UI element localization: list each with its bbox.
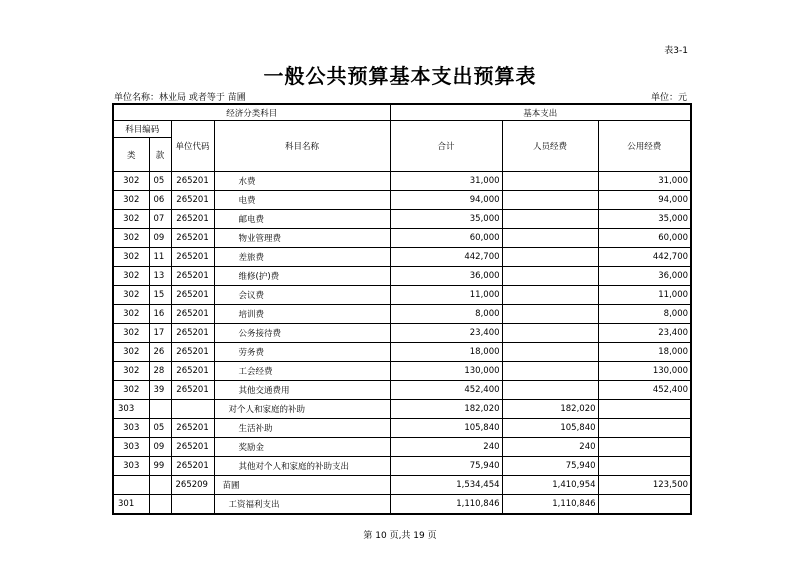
- unit-code-cell: 265201: [171, 362, 214, 381]
- personnel-cell: [502, 267, 598, 286]
- class-cell: 303: [113, 400, 149, 419]
- subject-name-cell: 维修(护)费: [214, 267, 390, 286]
- class-cell: 303: [113, 438, 149, 457]
- total-cell: 23,400: [390, 324, 502, 343]
- table-row: [113, 476, 691, 495]
- item-cell: 26: [149, 343, 171, 362]
- unit-code-cell: 265201: [171, 191, 214, 210]
- subject-name-cell: 物业管理费: [214, 229, 390, 248]
- unit-code-cell: [171, 495, 214, 515]
- public-cell: 35,000: [598, 210, 691, 229]
- class-cell: 302: [113, 381, 149, 400]
- subject-name-cell: 生活补助: [214, 419, 390, 438]
- total-cell: 1,110,846: [390, 495, 502, 515]
- item-cell: 05: [149, 419, 171, 438]
- public-cell: 60,000: [598, 229, 691, 248]
- public-cell: 130,000: [598, 362, 691, 381]
- subject-name-cell: 培训费: [214, 305, 390, 324]
- total-cell: 452,400: [390, 381, 502, 400]
- class-cell: 303: [113, 457, 149, 476]
- personnel-cell: [502, 229, 598, 248]
- item-cell: [149, 400, 171, 419]
- item-cell: 13: [149, 267, 171, 286]
- table-row: [113, 210, 691, 229]
- item-cell: 06: [149, 191, 171, 210]
- public-cell: 11,000: [598, 286, 691, 305]
- total-cell: 130,000: [390, 362, 502, 381]
- table-body: [113, 172, 691, 515]
- unit-code-cell: 265201: [171, 343, 214, 362]
- item-cell: 07: [149, 210, 171, 229]
- public-cell: [598, 457, 691, 476]
- personnel-header: 人员经费: [502, 121, 598, 172]
- personnel-cell: 1,410,954: [502, 476, 598, 495]
- public-cell: 18,000: [598, 343, 691, 362]
- total-cell: 8,000: [390, 305, 502, 324]
- class-cell: 302: [113, 305, 149, 324]
- class-cell: 301: [113, 495, 149, 515]
- public-cell: 23,400: [598, 324, 691, 343]
- table-row: [113, 305, 691, 324]
- subject-name-cell: 工会经费: [214, 362, 390, 381]
- total-cell: 36,000: [390, 267, 502, 286]
- subject-name-cell: 其他交通费用: [214, 381, 390, 400]
- personnel-cell: [502, 324, 598, 343]
- page-footer: 第 10 页,共 19 页: [363, 531, 437, 541]
- total-cell: 35,000: [390, 210, 502, 229]
- budget-table: [112, 103, 692, 515]
- unit-code-cell: 265201: [171, 267, 214, 286]
- item-cell: [149, 476, 171, 495]
- total-cell: 182,020: [390, 400, 502, 419]
- table-row: [113, 267, 691, 286]
- table-row: [113, 419, 691, 438]
- personnel-cell: [502, 381, 598, 400]
- item-cell: 15: [149, 286, 171, 305]
- personnel-cell: [502, 172, 598, 191]
- table-row: [113, 229, 691, 248]
- table-row: [113, 172, 691, 191]
- unit-code-cell: 265201: [171, 248, 214, 267]
- unit-code-cell: 265201: [171, 305, 214, 324]
- table-row: [113, 362, 691, 381]
- table-row: [113, 457, 691, 476]
- table-row: [113, 191, 691, 210]
- item-cell: 11: [149, 248, 171, 267]
- personnel-cell: [502, 191, 598, 210]
- public-cell: [598, 495, 691, 515]
- total-cell: 442,700: [390, 248, 502, 267]
- basic-expense-header: 基本支出: [390, 104, 691, 121]
- personnel-cell: [502, 248, 598, 267]
- total-cell: 11,000: [390, 286, 502, 305]
- unit-code-cell: 265201: [171, 210, 214, 229]
- header-row-1: [113, 104, 691, 121]
- public-cell: 442,700: [598, 248, 691, 267]
- subject-name-cell: 水费: [214, 172, 390, 191]
- personnel-cell: 240: [502, 438, 598, 457]
- table-row: [113, 286, 691, 305]
- public-cell: 31,000: [598, 172, 691, 191]
- econ-class-header: 经济分类科目: [113, 104, 390, 121]
- subject-name-cell: 邮电费: [214, 210, 390, 229]
- unit-code-cell: 265201: [171, 286, 214, 305]
- total-cell: 60,000: [390, 229, 502, 248]
- unit-code-header: 单位代码: [171, 121, 214, 172]
- unit-code-cell: 265201: [171, 381, 214, 400]
- unit-code-cell: 265209: [171, 476, 214, 495]
- unit-name: 单位名称：林业局 或者等于 苗圃: [114, 93, 246, 103]
- subject-name-cell: 电费: [214, 191, 390, 210]
- total-cell: 31,000: [390, 172, 502, 191]
- item-cell: [149, 495, 171, 515]
- table-row: [113, 381, 691, 400]
- table-row: [113, 324, 691, 343]
- total-cell: 240: [390, 438, 502, 457]
- public-cell: 452,400: [598, 381, 691, 400]
- item-cell: 39: [149, 381, 171, 400]
- subject-name-cell: 工资福利支出: [214, 495, 390, 515]
- item-cell: 09: [149, 229, 171, 248]
- item-cell: 09: [149, 438, 171, 457]
- unit-code-cell: 265201: [171, 172, 214, 191]
- total-header: 合计: [390, 121, 502, 172]
- table-row: [113, 343, 691, 362]
- total-cell: 1,534,454: [390, 476, 502, 495]
- subject-name-cell: 其他对个人和家庭的补助支出: [214, 457, 390, 476]
- unit-code-cell: 265201: [171, 324, 214, 343]
- total-cell: 18,000: [390, 343, 502, 362]
- class-cell: 302: [113, 343, 149, 362]
- subject-name-cell: 奖励金: [214, 438, 390, 457]
- unit-code-cell: 265201: [171, 229, 214, 248]
- public-header: 公用经费: [598, 121, 691, 172]
- item-cell: 05: [149, 172, 171, 191]
- item-cell: 28: [149, 362, 171, 381]
- personnel-cell: [502, 286, 598, 305]
- class-cell: 302: [113, 191, 149, 210]
- subject-name-cell: 劳务费: [214, 343, 390, 362]
- public-cell: [598, 438, 691, 457]
- total-cell: 105,840: [390, 419, 502, 438]
- class-cell: 302: [113, 210, 149, 229]
- total-cell: 94,000: [390, 191, 502, 210]
- public-cell: [598, 419, 691, 438]
- subject-name-header: 科目名称: [214, 121, 390, 172]
- public-cell: 94,000: [598, 191, 691, 210]
- class-cell: 302: [113, 286, 149, 305]
- personnel-cell: [502, 210, 598, 229]
- item-header: 款: [149, 138, 171, 172]
- unit-code-cell: [171, 400, 214, 419]
- public-cell: 8,000: [598, 305, 691, 324]
- class-cell: 302: [113, 172, 149, 191]
- class-cell: 302: [113, 324, 149, 343]
- table-row: [113, 248, 691, 267]
- subject-name-cell: 公务接待费: [214, 324, 390, 343]
- class-cell: 303: [113, 419, 149, 438]
- unit-code-cell: 265201: [171, 419, 214, 438]
- public-cell: [598, 400, 691, 419]
- class-header: 类: [113, 138, 149, 172]
- item-cell: 99: [149, 457, 171, 476]
- unit-measure: 单位：元: [650, 93, 687, 103]
- subject-name-cell: 会议费: [214, 286, 390, 305]
- subject-name-cell: 苗圃: [214, 476, 390, 495]
- personnel-cell: [502, 362, 598, 381]
- page-title: 一般公共预算基本支出预算表: [263, 64, 537, 88]
- header-row-2: [113, 121, 691, 138]
- unit-code-cell: 265201: [171, 438, 214, 457]
- table-row: [113, 438, 691, 457]
- subject-code-header: 科目编码: [113, 121, 171, 138]
- item-cell: 16: [149, 305, 171, 324]
- personnel-cell: 1,110,846: [502, 495, 598, 515]
- total-cell: 75,940: [390, 457, 502, 476]
- class-cell: [113, 476, 149, 495]
- class-cell: 302: [113, 362, 149, 381]
- public-cell: 123,500: [598, 476, 691, 495]
- personnel-cell: 75,940: [502, 457, 598, 476]
- public-cell: 36,000: [598, 267, 691, 286]
- class-cell: 302: [113, 267, 149, 286]
- personnel-cell: 105,840: [502, 419, 598, 438]
- item-cell: 17: [149, 324, 171, 343]
- personnel-cell: 182,020: [502, 400, 598, 419]
- subject-name-cell: 对个人和家庭的补助: [214, 400, 390, 419]
- class-cell: 302: [113, 248, 149, 267]
- table-row: [113, 495, 691, 515]
- form-code: 表3-1: [664, 46, 688, 56]
- class-cell: 302: [113, 229, 149, 248]
- table-row: [113, 400, 691, 419]
- personnel-cell: [502, 343, 598, 362]
- unit-code-cell: 265201: [171, 457, 214, 476]
- personnel-cell: [502, 305, 598, 324]
- subject-name-cell: 差旅费: [214, 248, 390, 267]
